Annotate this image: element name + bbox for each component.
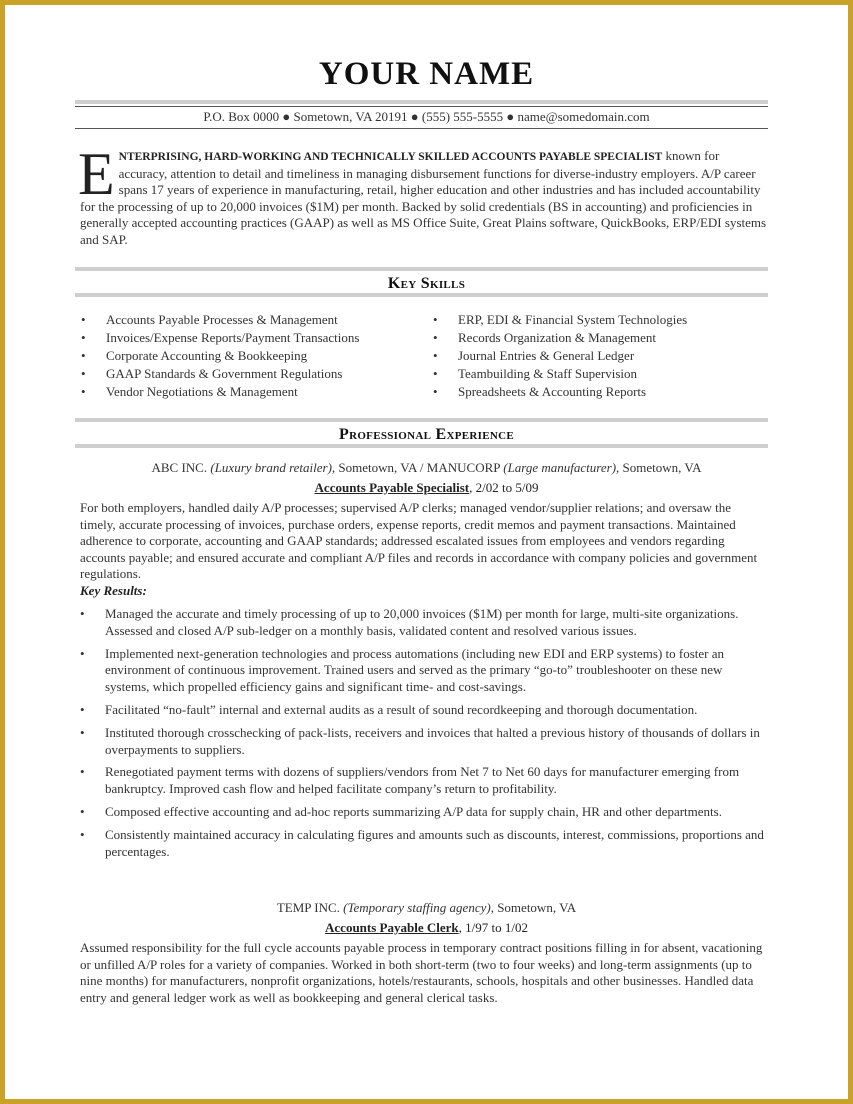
experience-rule-bottom	[75, 444, 768, 448]
result-item: • Consistently maintained accuracy in calculating figures and amounts such as discounts, interest, commissions, proportions and percentages.	[80, 827, 770, 861]
job1-title-line	[0, 480, 853, 496]
job2-company-desc: (Temporary staffing agency),	[343, 900, 494, 915]
job2-description: Assumed responsibility for the full cycle accounts payable process in temporary contract positions filling in for absent, vacationing or unfilled A/P roles for a variety of companies. Worked in both short-term (two to four weeks) and long-term assignments (up to nine months) for manufacturers, nonprofit organizations, hotels/restaurants, schools, hospitals and other businesses. Handled data entry and general ledger work as well as bookkeeping and general clerical tasks.	[80, 940, 763, 1005]
job2-location: Sometown, VA	[493, 900, 577, 915]
skill-item: • ERP, EDI & Financial System Technologies	[433, 311, 763, 329]
skill-item: • Spreadsheets & Accounting Reports	[433, 383, 763, 401]
job2-company: TEMP INC.	[276, 900, 340, 915]
job2-title: Accounts Payable Clerk	[325, 920, 459, 935]
result-item: • Facilitated “no-fault” internal and external audits as a result of sound recordkeeping and thorough documentation.	[80, 702, 770, 719]
skills-heading: Key Skills	[387, 275, 466, 292]
skill-item: • Teambuilding & Staff Supervision	[433, 365, 763, 383]
job1-company2-desc: (Large manufacturer),	[503, 460, 620, 475]
job1-location2: Sometown, VA	[619, 460, 702, 475]
summary-paragraph	[78, 141, 768, 249]
result-item: • Managed the accurate and timely processing of up to 20,000 invoices ($1M) per month for large, multi-site organizations. Assessed and closed A/P sub-ledger on a monthly basis, validated content and resolved various issues.	[80, 606, 770, 640]
skills-list-right	[433, 311, 763, 401]
skill-item: • Journal Entries & General Ledger	[433, 347, 763, 365]
header-rule-thick	[75, 100, 768, 104]
skill-item: • Accounts Payable Processes & Management	[81, 311, 411, 329]
skills-rule-top	[75, 267, 768, 271]
page-title: YOUR NAME	[318, 56, 535, 92]
job1-employer-line	[0, 460, 853, 476]
experience-rule-top	[75, 418, 768, 422]
skills-list-left	[81, 311, 411, 401]
skill-item: • Invoices/Expense Reports/Payment Transactions	[81, 329, 411, 347]
skill-item: • Vendor Negotiations & Management	[81, 383, 411, 401]
key-results-list	[80, 606, 770, 866]
job2-title-line	[0, 920, 853, 936]
result-item: • Implemented next-generation technologies and process automations (including new EDI and ERP systems) to foster an environment of continuous improvement. Trained users and served as the primary “go-to” troubleshooter on these new systems, which propelled efficiency gains and significant time- and cost-savings.	[80, 646, 770, 696]
job1-title: Accounts Payable Specialist	[314, 480, 470, 495]
skill-item: • GAAP Standards & Government Regulations	[81, 365, 411, 383]
result-item: • Renegotiated payment terms with dozens of suppliers/vendors from Net 7 to Net 60 days for manufacturer emerging from bankruptcy. Improved cash flow and helped facilitate company’s return to profitability.	[80, 764, 770, 798]
skills-rule-bottom	[75, 293, 768, 297]
result-item: • Composed effective accounting and ad-hoc reports summarizing A/P data for supply chain, HR and other departments.	[80, 804, 770, 821]
summary-text: known for accuracy, attention to detail and timeliness in managing disbursement functions for diverse-industry employers. A/P career spans 17 years of experience in manufacturing, retail, higher education and other industries and has included accountability for the processing of up to 20,000 invoices ($1M) per month. Backed by solid credentials (BS in accounting) and proficiencies in generally accepted accounting practices (GAAP) as well as MS Office Suite, Great Plains software, QuickBooks, ERP/EDI systems and SAP.	[80, 148, 767, 247]
header-rule-thin	[75, 106, 768, 107]
job2-dates: , 1/97 to 1/02	[458, 920, 528, 935]
skill-item: • Corporate Accounting & Bookkeeping	[81, 347, 411, 365]
summary-lead: NTERPRISING, HARD-WORKING AND TECHNICALLY SKILLED ACCOUNTS PAYABLE SPECIALIST	[118, 151, 663, 163]
contact-line: P.O. Box 0000 ● Sometown, VA 20191 ● (555) 555-5555 ● name@somedomain.com	[203, 109, 650, 124]
contact-rule	[75, 128, 768, 129]
drop-cap: E	[78, 141, 115, 207]
job2-employer-line	[0, 900, 853, 916]
job1-location: Sometown, VA / MANUCORP	[335, 460, 504, 475]
job1-company: ABC INC.	[151, 460, 208, 475]
job1-dates: , 2/02 to 5/09	[469, 480, 539, 495]
skill-item: • Records Organization & Management	[433, 329, 763, 347]
job1-description: For both employers, handled daily A/P processes; supervised A/P clerks; managed vendor/supplier relations; and oversaw the timely, accurate processing of invoices, purchase orders, expense reports, credit memos and payment transactions. Maintained adherence to corporate, accounting and GAAP standards; addressed escalated issues from employees and vendors regarding accounts payable; and ensured accurate and compliant A/P files and records in accordance with company policies and government regulations.	[80, 500, 758, 582]
result-item: • Instituted thorough crosschecking of pack-lists, receivers and invoices that halted a previous history of thousands of dollars in overpayments to suppliers.	[80, 725, 770, 759]
key-results-label: Key Results:	[80, 583, 147, 598]
experience-heading: Professional Experience	[339, 426, 514, 443]
job1-company-desc: (Luxury brand retailer),	[210, 460, 336, 475]
